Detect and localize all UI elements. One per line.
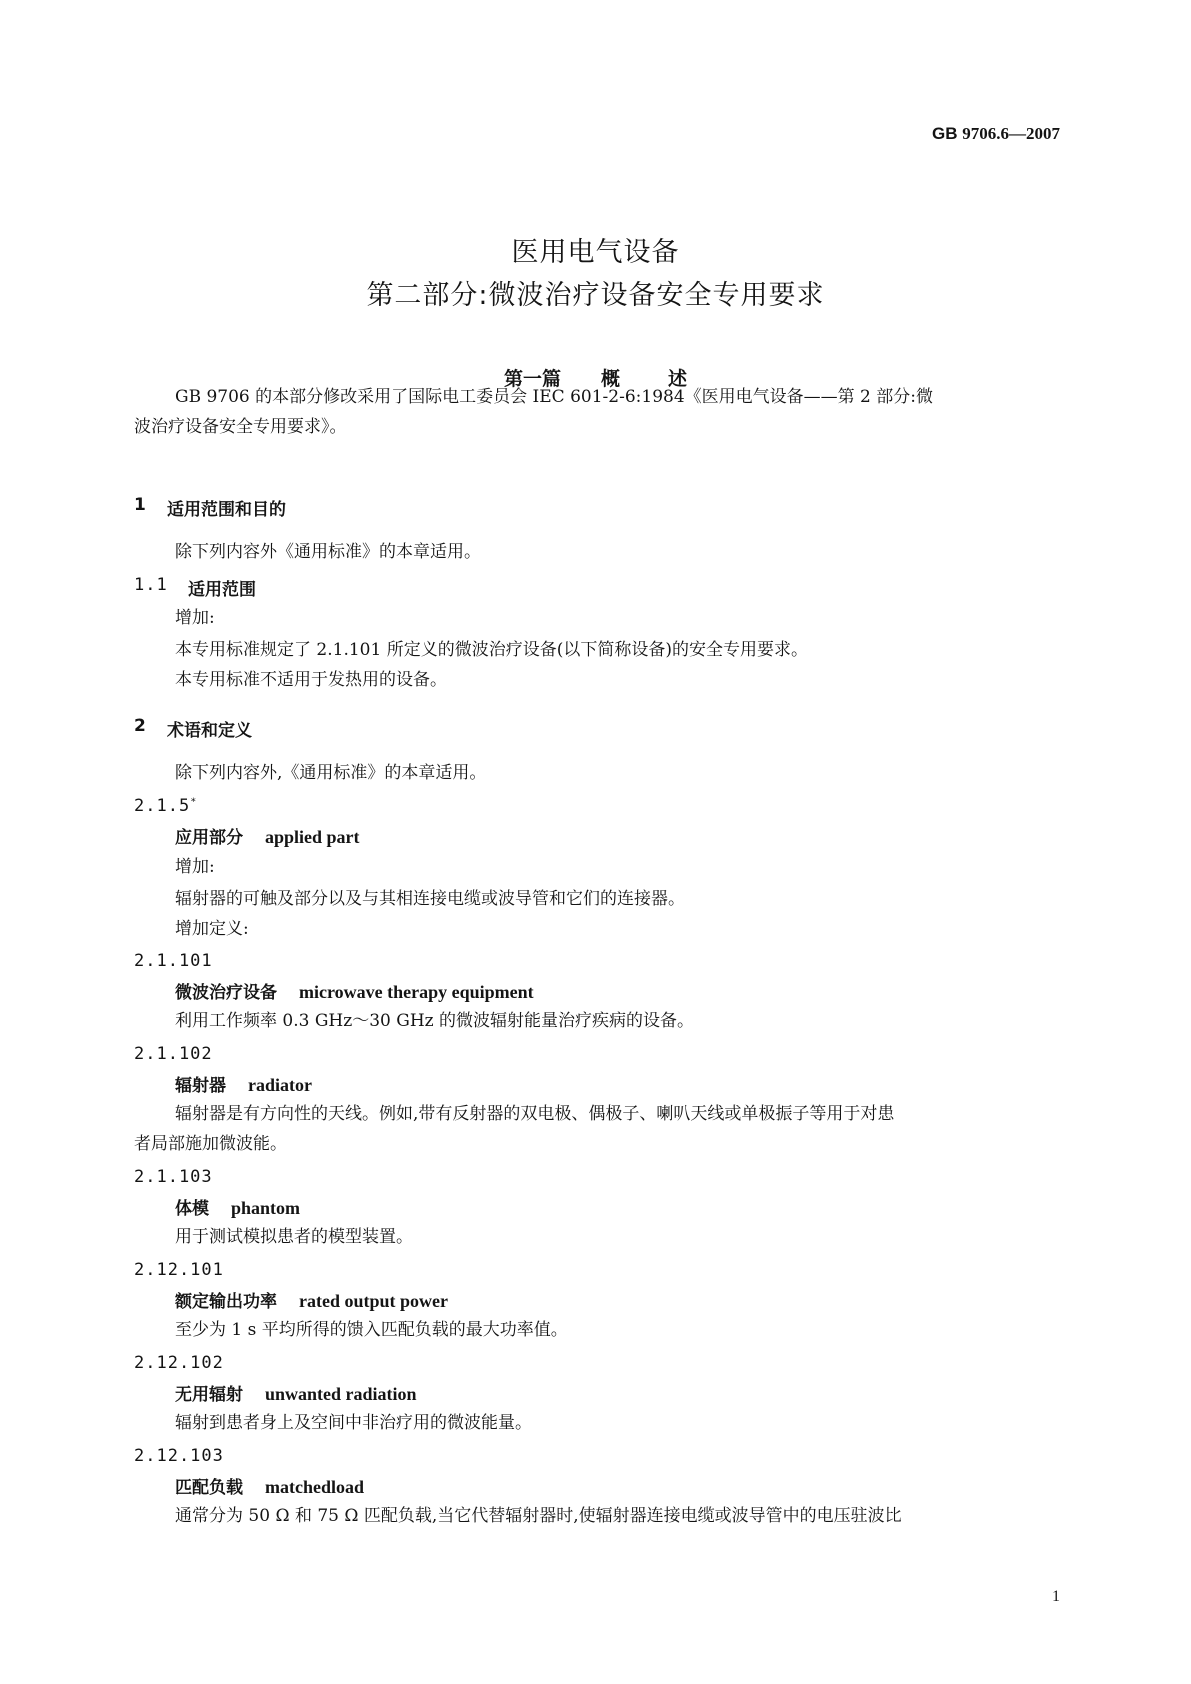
intro-line-1: GB 9706 的本部分修改采用了国际电工委员会 IEC 601-2-6:1984《医用电气设备——第 2 部分:微 bbox=[175, 387, 933, 407]
standard-number: GB 9706.6—2007 bbox=[932, 124, 1060, 143]
term-2-1-101: 微波治疗设备 microwave therapy equipment bbox=[175, 982, 534, 1003]
term-2-1-103-number: 2.1.103 bbox=[134, 1167, 213, 1187]
clause-1-1-add: 增加: bbox=[175, 608, 215, 628]
section-2-number: 2 bbox=[134, 716, 146, 736]
term-2-12-103-number: 2.12.103 bbox=[134, 1446, 224, 1466]
term-2-12-102: 无用辐射 unwanted radiation bbox=[175, 1384, 417, 1405]
section-2-title: 术语和定义 bbox=[167, 721, 252, 741]
term-2-1-102-text-line1: 辐射器是有方向性的天线。例如,带有反射器的双电极、偶极子、喇叭天线或单极振子等用于对患 bbox=[175, 1104, 895, 1124]
term-2-1-5: 应用部分 applied part bbox=[175, 827, 360, 848]
clause-1-1-p1: 本专用标准规定了 2.1.101 所定义的微波治疗设备(以下简称设备)的安全专用要求。 bbox=[175, 640, 808, 660]
term-2-1-103-text: 用于测试模拟患者的模型装置。 bbox=[175, 1227, 413, 1247]
term-2-12-103: 匹配负载 matchedload bbox=[175, 1477, 364, 1498]
section-1-number: 1 bbox=[134, 495, 146, 515]
term-2-12-102-number: 2.12.102 bbox=[134, 1353, 224, 1373]
term-2-1-103: 体模 phantom bbox=[175, 1198, 301, 1219]
term-2-12-103-text: 通常分为 50 Ω 和 75 Ω 匹配负载,当它代替辐射器时,使辐射器连接电缆或波导管中的电压驻波比 bbox=[175, 1506, 902, 1526]
term-2-1-101-number: 2.1.101 bbox=[134, 951, 213, 971]
term-2-1-5-add-definition: 增加定义: bbox=[175, 919, 249, 939]
document-title-line2: 第二部分:微波治疗设备安全专用要求 bbox=[366, 280, 825, 311]
intro-line-2: 波治疗设备安全专用要求》。 bbox=[134, 417, 347, 437]
term-2-12-101-number: 2.12.101 bbox=[134, 1260, 224, 1280]
clause-1-1-p2: 本专用标准不适用于发热用的设备。 bbox=[175, 670, 447, 690]
term-2-1-5-number: 2.1.5* bbox=[134, 796, 198, 816]
page-number: 1 bbox=[1052, 1588, 1060, 1605]
term-2-1-101-text: 利用工作频率 0.3 GHz～30 GHz 的微波辐射能量治疗疾病的设备。 bbox=[175, 1011, 695, 1031]
document-title-line1: 医用电气设备 bbox=[511, 237, 680, 268]
section-2-text: 除下列内容外,《通用标准》的本章适用。 bbox=[175, 763, 487, 783]
clause-1-1-title: 适用范围 bbox=[188, 580, 256, 600]
section-1-title: 适用范围和目的 bbox=[167, 500, 286, 520]
section-1-text: 除下列内容外《通用标准》的本章适用。 bbox=[175, 542, 481, 562]
part-heading: 第一篇 概 述 bbox=[503, 368, 688, 390]
term-2-1-102: 辐射器 radiator bbox=[175, 1075, 312, 1096]
clause-1-1-number: 1.1 bbox=[134, 575, 168, 595]
term-2-1-5-text: 辐射器的可触及部分以及与其相连接电缆或波导管和它们的连接器。 bbox=[175, 889, 685, 909]
term-2-12-102-text: 辐射到患者身上及空间中非治疗用的微波能量。 bbox=[175, 1413, 532, 1433]
term-2-1-5-add: 增加: bbox=[175, 857, 215, 877]
term-2-1-102-text-line2: 者局部施加微波能。 bbox=[134, 1134, 287, 1154]
term-2-12-101-text: 至少为 1 s 平均所得的馈入匹配负载的最大功率值。 bbox=[175, 1320, 568, 1340]
term-2-12-101: 额定输出功率 rated output power bbox=[175, 1291, 448, 1312]
term-2-1-102-number: 2.1.102 bbox=[134, 1044, 213, 1064]
